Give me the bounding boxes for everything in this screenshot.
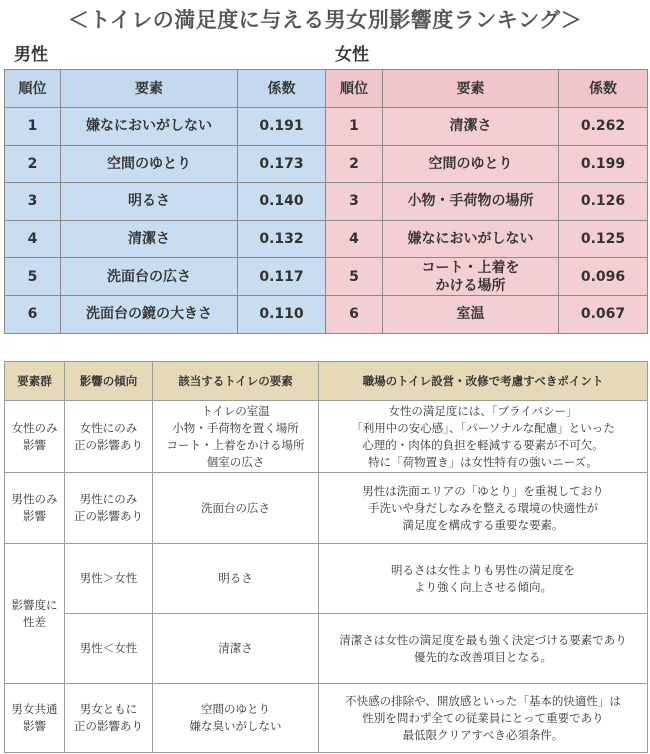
factor-cell: 嫌なにおいがしない	[61, 108, 238, 146]
factor-cell: 嫌なにおいがしない	[383, 220, 559, 258]
coefficient-cell: 0.140	[238, 183, 326, 221]
rank-header: 順位	[326, 70, 383, 108]
table-header-row	[326, 70, 648, 108]
coefficient-cell: 0.126	[559, 183, 648, 221]
factor-analysis-table	[4, 361, 648, 753]
point-cell: 女性の満足度には、「プライバシー」 「利用中の安心感」、「パーソナルな配慮」といった 心理的・肉体的負担を軽減する要素が不可欠。 特に「荷物置き」は女性特有の強いニーズ。	[319, 401, 648, 473]
rank-cell: 5	[5, 258, 61, 296]
factor-header: 要素	[61, 70, 238, 108]
group-cell: 男女共通 影響	[5, 684, 65, 753]
factor-header: 要素	[383, 70, 559, 108]
female-ranking-table	[325, 69, 648, 334]
elements-cell: 洗面台の広さ	[153, 473, 319, 544]
factor-cell: 空間のゆとり	[61, 145, 238, 183]
coefficient-cell: 0.067	[559, 295, 648, 333]
rank-cell: 1	[326, 108, 383, 146]
coefficient-cell: 0.173	[238, 145, 326, 183]
female-section-label: 女性	[335, 45, 369, 65]
group-header: 要素群	[5, 362, 65, 401]
table-row	[5, 258, 326, 296]
rank-cell: 3	[326, 183, 383, 221]
point-cell: 明るさは女性よりも男性の満足度を より強く向上させる傾向。	[319, 544, 648, 614]
male-section-label: 男性	[14, 45, 48, 65]
male-ranking-table	[4, 69, 326, 334]
table-row	[5, 614, 648, 684]
factor-cell: 清潔さ	[61, 220, 238, 258]
elements-cell: 空間のゆとり 嫌な臭いがしない	[153, 684, 319, 753]
factor-cell: 空間のゆとり	[383, 145, 559, 183]
table-row	[5, 183, 326, 221]
tendency-cell: 女性にのみ 正の影響あり	[65, 401, 153, 473]
table-row	[5, 145, 326, 183]
table-row	[5, 108, 326, 146]
rank-cell: 3	[5, 183, 61, 221]
table-row	[5, 473, 648, 544]
coefficient-cell: 0.125	[559, 220, 648, 258]
tendency-cell: 男性＜女性	[65, 614, 153, 684]
page-title: ＜トイレの満足度に与える男女別影響度ランキング＞	[67, 8, 583, 32]
point-cell: 不快感の排除や、開放感といった「基本的快適性」は 性別を問わず全ての従業員にとって重要であり 最低限クリアすべき必須条件。	[319, 684, 648, 753]
table-row	[326, 295, 648, 333]
table-row	[5, 401, 648, 473]
coefficient-cell: 0.117	[238, 258, 326, 296]
factor-cell: 洗面台の鏡の大きさ	[61, 295, 238, 333]
table-row	[326, 220, 648, 258]
coefficient-header: 係数	[238, 70, 326, 108]
table-header-row	[5, 70, 326, 108]
rank-cell: 6	[326, 295, 383, 333]
factor-cell: コート・上着を かける場所	[383, 258, 559, 296]
coefficient-cell: 0.096	[559, 258, 648, 296]
factor-cell: 小物・手荷物の場所	[383, 183, 559, 221]
tendency-cell: 男性にのみ 正の影響あり	[65, 473, 153, 544]
elements-cell: トイレの室温 小物・手荷物を置く場所 コート・上着をかける場所 個室の広さ	[153, 401, 319, 473]
elements-header: 該当するトイレの要素	[153, 362, 319, 401]
rank-cell: 1	[5, 108, 61, 146]
tendency-cell: 男女ともに 正の影響あり	[65, 684, 153, 753]
rank-cell: 4	[5, 220, 61, 258]
table-row	[5, 295, 326, 333]
coefficient-cell: 0.191	[238, 108, 326, 146]
coefficient-cell: 0.110	[238, 295, 326, 333]
tendency-header: 影響の傾向	[65, 362, 153, 401]
factor-cell: 洗面台の広さ	[61, 258, 238, 296]
tendency-cell: 男性＞女性	[65, 544, 153, 614]
table-row	[326, 183, 648, 221]
elements-cell: 清潔さ	[153, 614, 319, 684]
coefficient-cell: 0.262	[559, 108, 648, 146]
table-row	[326, 108, 648, 146]
coefficient-cell: 0.132	[238, 220, 326, 258]
point-cell: 男性は洗面エリアの「ゆとり」を重視しており 手洗いや身だしなみを整える環境の快適性が 満足度を構成する重要な要素。	[319, 473, 648, 544]
rank-cell: 4	[326, 220, 383, 258]
rank-cell: 6	[5, 295, 61, 333]
factor-cell: 明るさ	[61, 183, 238, 221]
table-header-row	[5, 362, 648, 401]
coefficient-header: 係数	[559, 70, 648, 108]
rank-cell: 5	[326, 258, 383, 296]
elements-cell: 明るさ	[153, 544, 319, 614]
point-cell: 清潔さは女性の満足度を最も強く決定づける要素であり 優先的な改善項目となる。	[319, 614, 648, 684]
table-row	[5, 684, 648, 753]
table-row	[326, 258, 648, 296]
group-cell: 影響度に 性差	[5, 544, 65, 684]
rank-cell: 2	[326, 145, 383, 183]
table-row	[326, 145, 648, 183]
group-cell: 女性のみ 影響	[5, 401, 65, 473]
table-row	[5, 544, 648, 614]
coefficient-cell: 0.199	[559, 145, 648, 183]
group-cell: 男性のみ 影響	[5, 473, 65, 544]
factor-cell: 清潔さ	[383, 108, 559, 146]
rank-cell: 2	[5, 145, 61, 183]
table-row	[5, 220, 326, 258]
rank-header: 順位	[5, 70, 61, 108]
factor-cell: 室温	[383, 295, 559, 333]
point-header: 職場のトイレ設営・改修で考慮すべきポイント	[319, 362, 648, 401]
